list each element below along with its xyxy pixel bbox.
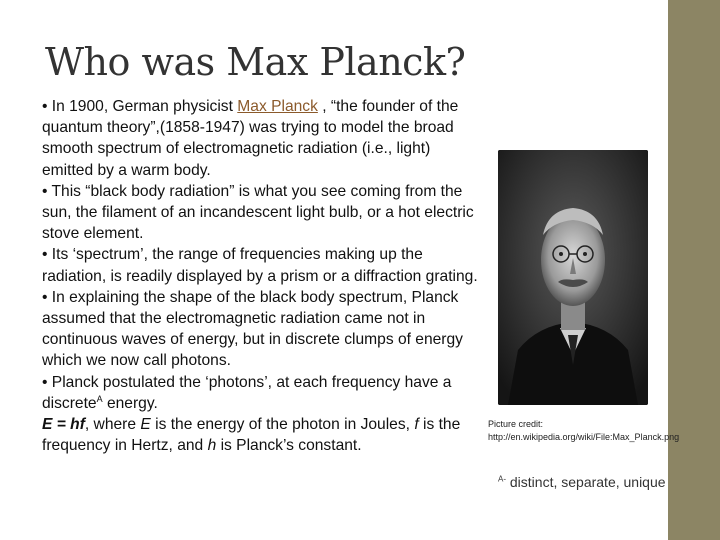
max-planck-link[interactable]: Max Planck — [237, 98, 318, 115]
bullet-5 — [42, 372, 482, 414]
footnote-marker: A — [96, 393, 103, 404]
decorative-side-bar — [668, 0, 720, 540]
credit-label: Picture credit: — [488, 419, 544, 429]
bullet-1-intro: • In 1900, German physicist — [42, 98, 238, 115]
var-f: f — [414, 416, 419, 434]
var-h: h — [207, 437, 217, 455]
var-e: E — [140, 416, 151, 434]
bullet-4: • In explaining the shape of the black body spectrum, Planck assumed that the electromagnetic radiation came not in continuous waves of energy, but in discrete clumps of energy which we now call photons. — [42, 288, 463, 370]
bullet-5-end: energy. — [102, 394, 158, 412]
equation-text-d: is Planck’s constant. — [216, 437, 362, 455]
equation-line — [42, 414, 482, 456]
bullet-1 — [42, 96, 482, 181]
equation-text-c: is the frequency in Hertz, and — [42, 416, 461, 455]
picture-credit — [488, 418, 679, 444]
footnote-marker-label: A- — [498, 474, 506, 484]
slide-body — [42, 96, 482, 456]
bullet-2: • This “black body radiation” is what you see coming from the sun, the filament of an incandescent light bulb, or a hot electric stove element. — [42, 182, 474, 243]
equation-text-b: is the energy of the photon in Joules, — [150, 416, 415, 434]
equation: E = hf — [42, 416, 85, 434]
equation-text-a: , where — [84, 416, 141, 434]
credit-url[interactable]: http://en.wikipedia.org/wiki/File:Max_Planck.png — [488, 432, 680, 442]
max-planck-portrait — [498, 150, 648, 405]
bullet-1-text: , “the founder of the quantum theory”,(1858-1947) was trying to model the broad smooth spectrum of electromagnetic radiation (i.e., light) emitted by a warm body. — [42, 98, 459, 179]
slide-title: Who was Max Planck? — [45, 40, 466, 84]
bullet-3: • Its ‘spectrum’, the range of frequencies making up the radiation, is readily displayed by a prism or a diffraction grating. — [42, 246, 478, 285]
portrait-image — [498, 150, 648, 405]
bullet-5-text: • Planck postulated the ‘photons’, at each frequency have a discrete — [42, 373, 452, 412]
footnote-text: distinct, separate, unique — [506, 474, 666, 490]
footnote — [498, 473, 668, 492]
side-bar-divider — [664, 0, 668, 540]
